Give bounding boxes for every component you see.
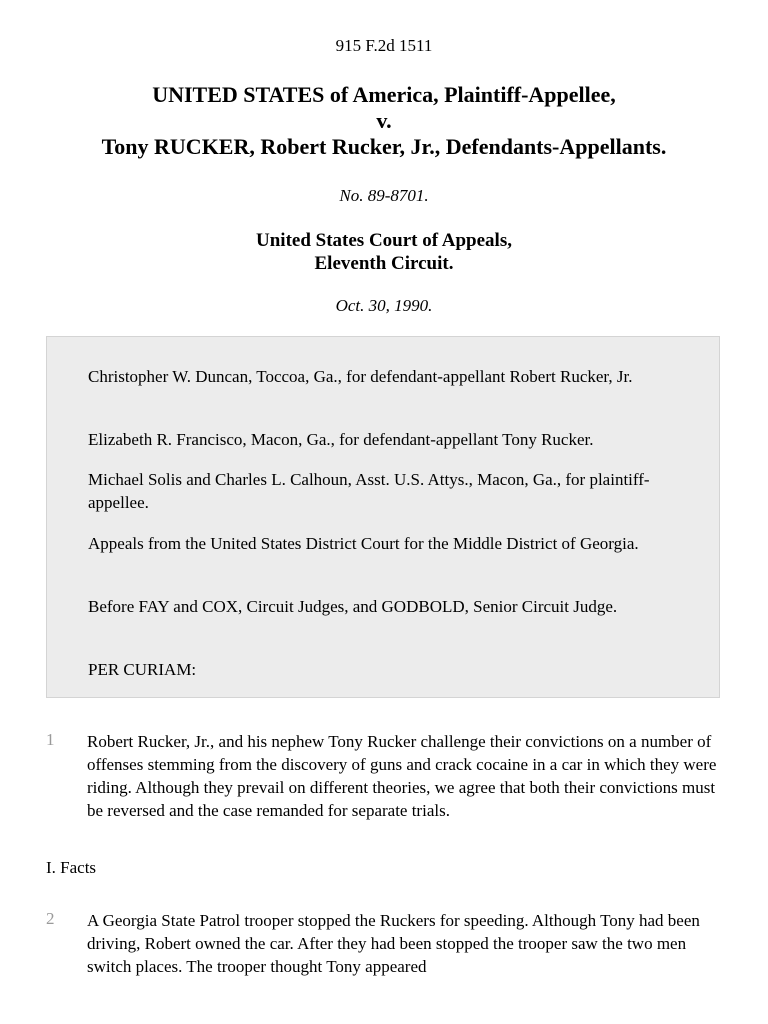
court-name-line-1: United States Court of Appeals, (256, 230, 512, 251)
judicial-panel: Before FAY and COX, Circuit Judges, and GODBOLD, Senior Circuit Judge. (88, 597, 618, 616)
paragraph-text: A Georgia State Patrol trooper stopped the Ruckers for speeding. Although Tony had been driving, Robert owned the car. After they had been stopped the trooper saw the two men switch places. The trooper thought Tony appeared (87, 911, 700, 976)
counsel-entry: Michael Solis and Charles L. Calhoun, Asst. U.S. Attys., Macon, Ga., for plaintiff-appellee. (88, 470, 650, 512)
counsel-entry: Christopher W. Duncan, Toccoa, Ga., for defendant-appellant Robert Rucker, Jr. (88, 367, 633, 386)
court-name (0, 229, 768, 275)
caption-defendants: Tony RUCKER, Robert Rucker, Jr., Defendants-Appellants. (101, 134, 667, 159)
paragraph-number: 1 (46, 730, 55, 749)
section-heading: I. Facts (46, 858, 97, 877)
paragraph-number: 2 (46, 909, 55, 928)
caption-versus: v. (376, 108, 392, 133)
per-curiam-label: PER CURIAM: (88, 660, 197, 679)
appeal-from: Appeals from the United States District Court for the Middle District of Georgia. (88, 534, 639, 553)
court-name-line-2: Eleventh Circuit. (314, 253, 454, 274)
counsel-box (46, 336, 720, 698)
docket-number: No. 89-8701. (339, 186, 429, 205)
caption-plaintiff: UNITED STATES of America, Plaintiff-Appellee, (152, 82, 616, 107)
case-caption (0, 82, 768, 160)
case-citation: 915 F.2d 1511 (335, 36, 433, 55)
counsel-entry: Elizabeth R. Francisco, Macon, Ga., for defendant-appellant Tony Rucker. (88, 430, 594, 449)
paragraph-text: Robert Rucker, Jr., and his nephew Tony Rucker challenge their convictions on a number of offenses stemming from the discovery of guns and crack cocaine in a car in which they were riding. Although they prevail on different theories, we agree that both their convictions must be reversed and the case remanded for separate trials. (87, 732, 717, 820)
decision-date: Oct. 30, 1990. (335, 296, 433, 315)
